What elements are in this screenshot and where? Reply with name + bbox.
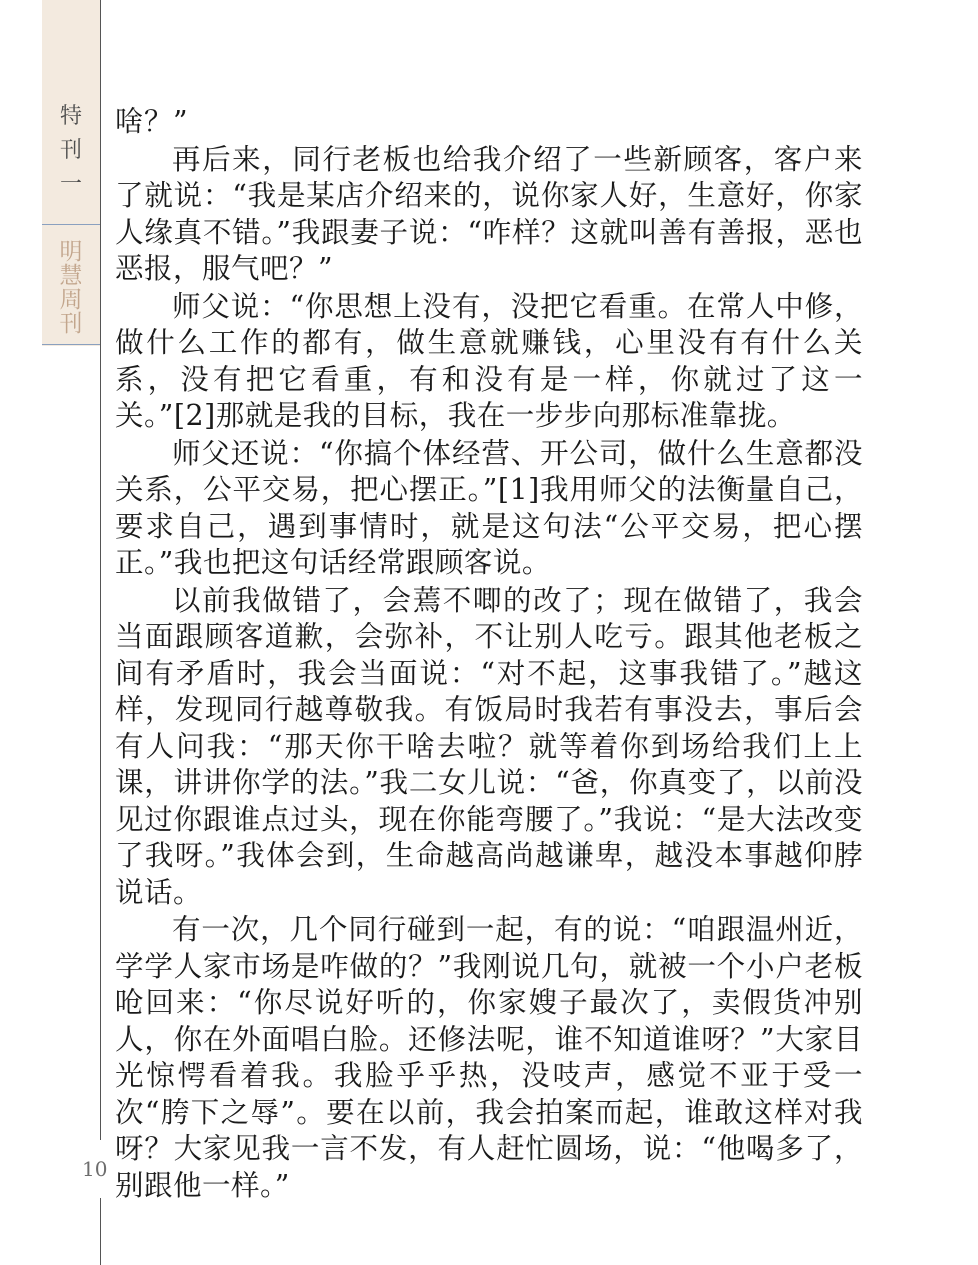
magazine-char: 刊 [59,311,83,337]
section-label [42,100,100,202]
magazine-char: 明 [59,239,83,265]
section-char: 特 [59,104,82,129]
magazine-char: 周 [59,287,83,313]
section-char: 刊 [59,138,82,163]
paragraph: 以前我做错了，会蔫不唧的改了；现在做错了，我会当面跟顾客道歉，会弥补，不让别人吃亏。跟其他老板之间有矛盾时，我会当面说：“对不起，这事我错了。”越这样，发现同行越尊敬我。有饭局时我若有事没去，事后会有人问我：“那天你干啥去啦？就等着你到场给我们上上课，讲讲你学的法。”我二女儿说：“爸，你真变了，以前没见过你跟谁点过头，现在你能弯腰了。”我说：“是大法改变了我呀。”我体会到，生命越高尚越谦卑，越没本事越仰脖说话。 [115,583,863,909]
margin-rule [100,0,101,1140]
sidebar-tab [42,0,100,346]
divider [42,224,100,225]
margin-rule [100,1198,101,1265]
paragraph: 师父说：“你思想上没有，没把它看重。在常人中修，做什么工作的都有，做生意就赚钱，心里没有有什么关系，没有把它看重，有和没有是一样，你就过了这一关。”[2]那就是我的目标，我在一步步向那标准靠拢。 [115,289,863,432]
paragraph: 再后来，同行老板也给我介绍了一些新顾客，客户来了就说：“我是某店介绍来的，说你家人好，生意好，你家人缘真不错。”我跟妻子说：“咋样？这就叫善有善报，恶也恶报，服气吧？” [115,142,863,285]
paragraph: 师父还说：“你搞个体经营、开公司，做什么生意都没关系，公平交易，把心摆正。”[1]我用师父的法衡量自己，要求自己，遇到事情时，就是这句法“公平交易，把心摆正。”我也把这句话经常跟顾客说。 [115,436,863,579]
page-number: 10 [82,1157,108,1181]
magazine-char: 慧 [59,263,83,289]
divider [42,344,100,345]
paragraph: 有一次，几个同行碰到一起，有的说：“咱跟温州近，学学人家市场是咋做的？”我刚说几句，就被一个小户老板呛回来：“你尽说好听的，你家嫂子最次了，卖假货冲别人，你在外面唱白脸。还修法呢，谁不知道谁呀？”大家目光惊愕看着我。我脸乎乎热，没吱声，感觉不亚于受一次“胯下之辱”。要在以前，我会拍案而起，谁敢这样对我呀？大家见我一言不发，有人赶忙圆场，说：“他喝多了，别跟他一样。” [115,913,863,1202]
section-char: 一 [59,172,82,197]
magazine-label [42,240,100,336]
paragraph: 啥？” [115,105,189,138]
article-body [115,104,863,1205]
